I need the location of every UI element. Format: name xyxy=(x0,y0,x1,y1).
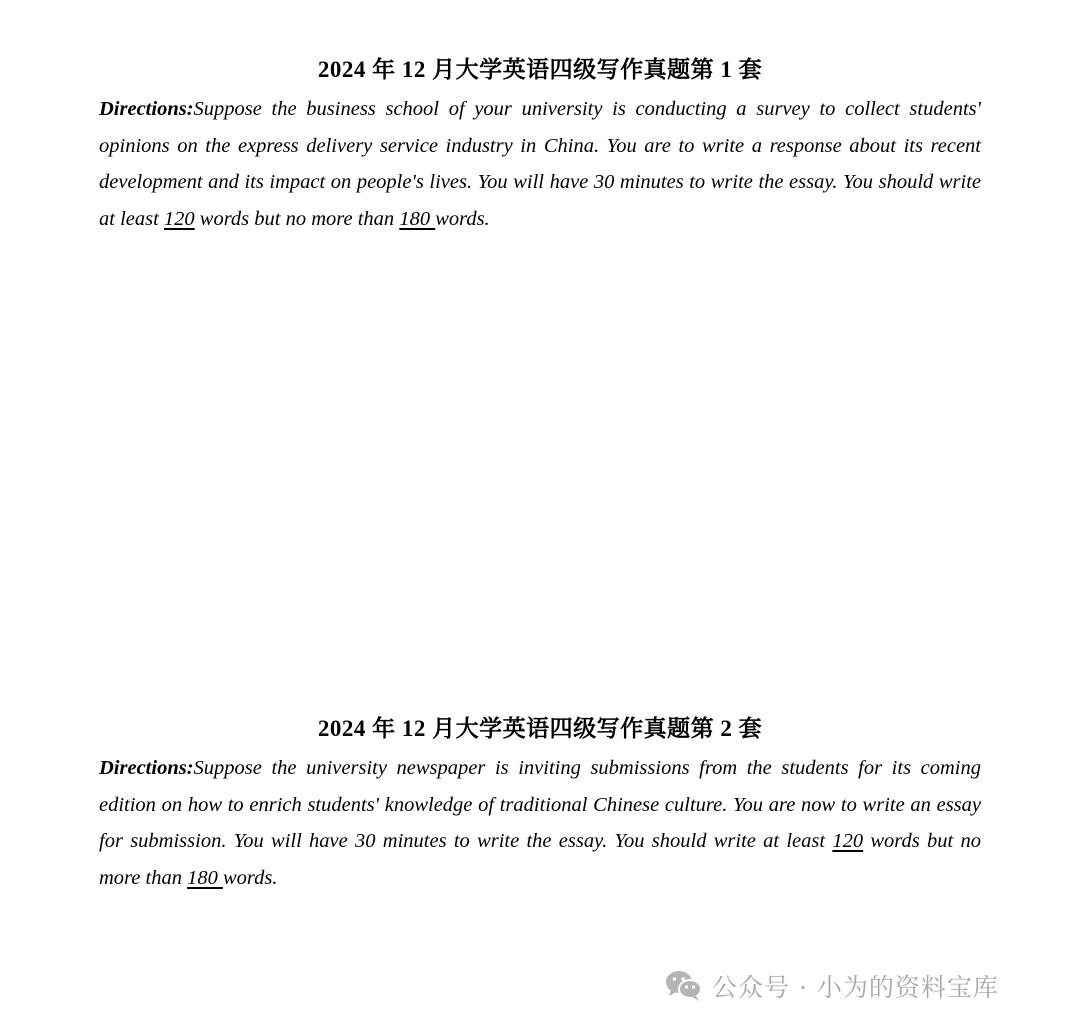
set-1-max-words: 180 xyxy=(399,207,436,230)
watermark xyxy=(664,964,999,1008)
writing-set-2 xyxy=(99,711,981,896)
set-1-text-1: Suppose the business school of your university is conducting a survey to collect students' opinions on the express delivery service industry in China. You are to write a response about its recent development and its impact on people's lives. You will have 30 minutes to write the essay. You should write at least xyxy=(99,98,981,230)
watermark-text: 公众号 · 小为的资料宝库 xyxy=(712,973,999,1002)
writing-set-1 xyxy=(99,52,981,237)
set-2-directions xyxy=(99,750,981,896)
set-2-title: 2024 年 12 月大学英语四级写作真题第 2 套 xyxy=(317,716,763,741)
set-2-max-words: 180 xyxy=(187,866,223,889)
set-2-min-words: 120 xyxy=(832,830,864,852)
set-1-title: 2024 年 12 月大学英语四级写作真题第 1 套 xyxy=(317,57,763,82)
set-2-text-1: Suppose the university newspaper is inviting submissions from the students for its coming edition on how to enrich students' knowledge of traditional Chinese culture. You are now to write an essay for submission. You will have 30 minutes to write the essay. You should write at least xyxy=(99,757,981,852)
set-1-text-3: words. xyxy=(435,207,490,230)
set-2-text-3: words. xyxy=(222,866,278,889)
set-1-directions-label: Directions: xyxy=(99,98,194,120)
set-1-min-words: 120 xyxy=(163,207,195,230)
set-1-directions xyxy=(99,91,981,237)
set-2-text-2: words but no more than xyxy=(99,830,981,889)
set-1-text-2: words but no more than xyxy=(194,207,400,230)
set-2-directions-label: Directions: xyxy=(99,757,194,779)
wechat-icon xyxy=(664,968,704,1004)
